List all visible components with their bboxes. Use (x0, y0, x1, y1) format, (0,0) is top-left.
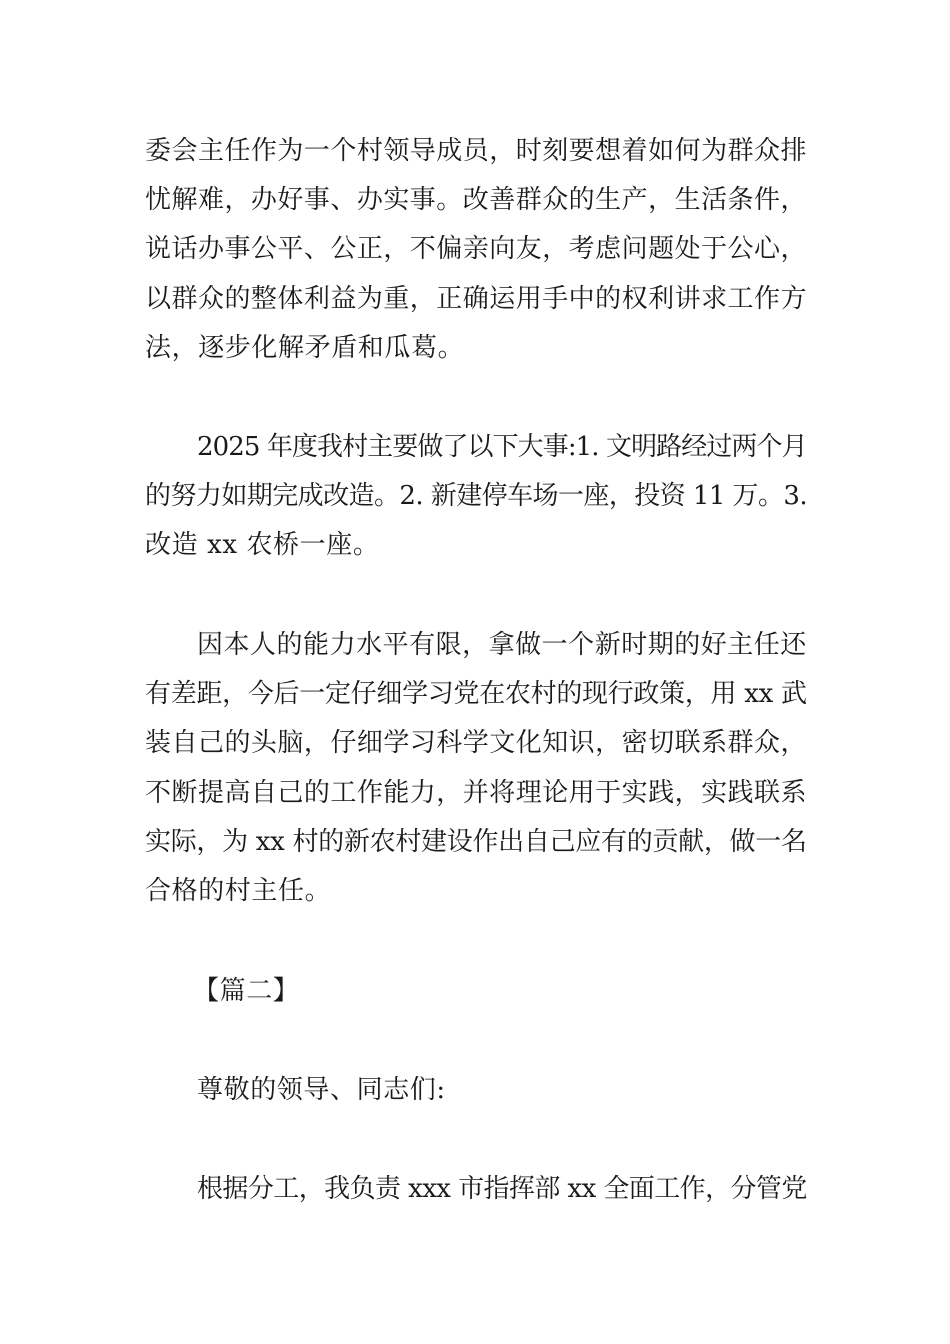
paragraph-line: 合格的村主任。 (145, 876, 332, 906)
paragraph-line: 根据分工，我负责 xxx 市指挥部 xx 全面工作，分管党 (197, 1174, 807, 1204)
paragraph-line: 有差距，今后一定仔细学习党在农村的现行政策，用 xx 武 (145, 679, 807, 709)
paragraph-line: 改造 xx 农桥一座。 (145, 530, 380, 560)
paragraph-line: 忧解难，办好事、办实事。改善群众的生产，生活条件， (145, 185, 808, 215)
salutation: 尊敬的领导、同志们: (197, 1075, 446, 1105)
paragraph-line: 委会主任作为一个村领导成员，时刻要想着如何为群众排 (145, 136, 808, 166)
paragraph-line: 装自己的头脑，仔细学习科学文化知识，密切联系群众， (145, 728, 808, 758)
paragraph-line: 的努力如期完成改造。2. 新建停车场一座，投资 11 万。3. (145, 481, 808, 511)
paragraph-line: 不断提高自己的工作能力，并将理论用于实践，实践联系 (145, 778, 808, 808)
paragraph-line: 法，逐步化解矛盾和瓜葛。 (145, 333, 465, 363)
paragraph-line: 以群众的整体利益为重，正确运用手中的权利讲求工作方 (145, 284, 808, 314)
section-heading: 【篇二】 (193, 976, 300, 1006)
paragraph-line: 实际，为 xx 村的新农村建设作出自己应有的贡献，做一名 (145, 827, 807, 857)
paragraph-line: 2025 年度我村主要做了以下大事:1. 文明路经过两个月 (197, 432, 807, 462)
paragraph-line: 说话办事公平、公正，不偏亲向友，考虑问题处于公心， (145, 234, 808, 264)
paragraph-line: 因本人的能力水平有限，拿做一个新时期的好主任还 (197, 630, 807, 660)
